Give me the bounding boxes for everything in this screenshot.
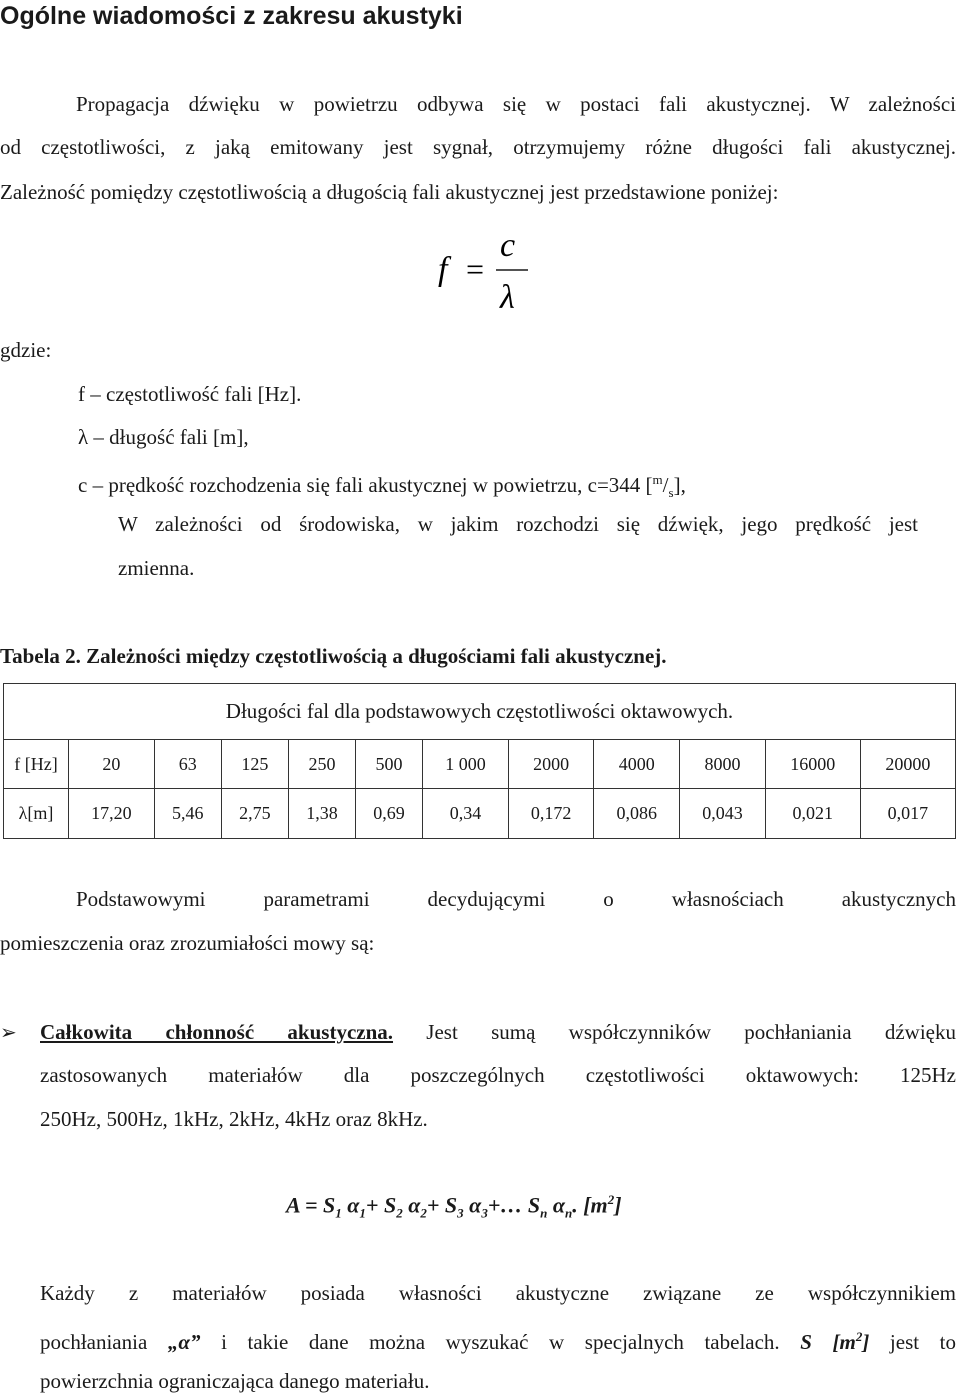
page-title: Ogólne wiadomości z zakresu akustyki: [0, 2, 463, 30]
table-cell: 63: [154, 740, 221, 789]
where-label: gdzie:: [0, 338, 52, 362]
table-cell: 20: [69, 740, 155, 789]
table-cell: 500: [356, 740, 423, 789]
frequency-formula: [430, 228, 540, 318]
params-line-2: pomieszczenia oraz zrozumiałości mowy są:: [0, 931, 375, 955]
materials-line-2: pochłaniania „α” i takie dane można wyszukać w specjalnych tabelach. S $[m^2]$ jest to: [40, 1329, 956, 1354]
table-cell: 0,69: [356, 789, 423, 839]
definition-note-line-2: zmienna.: [118, 556, 195, 580]
table-header-row: [4, 684, 956, 740]
table-cell: 17,20: [69, 789, 155, 839]
table-cell: 250: [288, 740, 355, 789]
intro-line-2: od częstotliwości, z jaką emitowany jest sygnał, otrzymujemy różne długości fali akustycznej.: [0, 135, 956, 159]
table-row-label: λ[m]: [4, 789, 69, 839]
table-cell: 0,017: [860, 789, 955, 839]
frequency-formula-svg: [430, 228, 540, 318]
intro-line-1: Propagacja dźwięku w powietrzu odbywa się w postaci fali akustycznej. W zależności: [76, 92, 956, 116]
definition-lambda: λ – długość fali [m],: [78, 425, 249, 449]
formula-denominator: λ: [500, 279, 515, 316]
table-row-label: f [Hz]: [4, 740, 69, 789]
table-cell: 4000: [594, 740, 680, 789]
absorption-formula: $A = S_1$ $\alpha_1+ S_2$ $\alpha_2+ S_3$ $\alpha_3+\dots$ $S_n$ $\alpha_n$. $[m^2]$: [286, 1192, 622, 1221]
intro-line-3: Zależność pomiędzy częstotliwością a długością fali akustycznej jest przedstawione poniżej:: [0, 180, 779, 204]
table-cell: 16000: [765, 740, 860, 789]
materials-line-3: powierzchnia ograniczająca danego materiału.: [40, 1369, 430, 1393]
bullet-arrow-icon: ➢: [0, 1022, 17, 1044]
definition-f: f – częstotliwość fali [Hz].: [78, 382, 302, 406]
params-line-1: Podstawowymi parametrami decydującymi o własnościach akustycznych: [76, 887, 956, 911]
definition-c: c – prędkość rozchodzenia się fali akustycznej w powietrzu, c=344 $[^m/_s]$,: [78, 472, 686, 501]
table-cell: 8000: [680, 740, 766, 789]
wavelength-table: [3, 683, 956, 839]
table-cell: 0,086: [594, 789, 680, 839]
bullet-term: Całkowita chłonność akustyczna.: [40, 1020, 394, 1044]
table-cell: 0,172: [508, 789, 594, 839]
table-cell: 1 000: [423, 740, 509, 789]
table-row-frequency: [4, 740, 956, 789]
table-caption: Tabela 2. Zależności między częstotliwością a długościami fali akustycznej.: [0, 644, 667, 668]
table-cell: 125: [221, 740, 288, 789]
materials-line-1: Każdy z materiałów posiada własności akustyczne związane ze współczynnikiem: [40, 1281, 956, 1305]
table-cell: 20000: [860, 740, 955, 789]
table-cell: 0,34: [423, 789, 509, 839]
definition-note-line-1: W zależności od środowiska, w jakim rozchodzi się dźwięk, jego prędkość jest: [118, 512, 918, 536]
table-cell: 5,46: [154, 789, 221, 839]
bullet-line-2: zastosowanych materiałów dla poszczególnych częstotliwości oktawowych: 125Hz: [40, 1063, 956, 1087]
formula-equals: =: [466, 251, 485, 287]
table-cell: 0,021: [765, 789, 860, 839]
formula-numerator: c: [500, 227, 516, 264]
table-cell: 2,75: [221, 789, 288, 839]
table-cell: 1,38: [288, 789, 355, 839]
bullet-line-1: Całkowita chłonność akustyczna. Jest sumą współczynników pochłaniania dźwięku: [40, 1020, 956, 1044]
table-cell: 2000: [508, 740, 594, 789]
formula-f: f: [438, 251, 448, 288]
table-row-wavelength: [4, 789, 956, 839]
table-cell: 0,043: [680, 789, 766, 839]
bullet-line-3: 250Hz, 500Hz, 1kHz, 2kHz, 4kHz oraz 8kHz.: [40, 1107, 428, 1131]
table-header: Długości fal dla podstawowych częstotliwości oktawowych.: [4, 684, 956, 740]
